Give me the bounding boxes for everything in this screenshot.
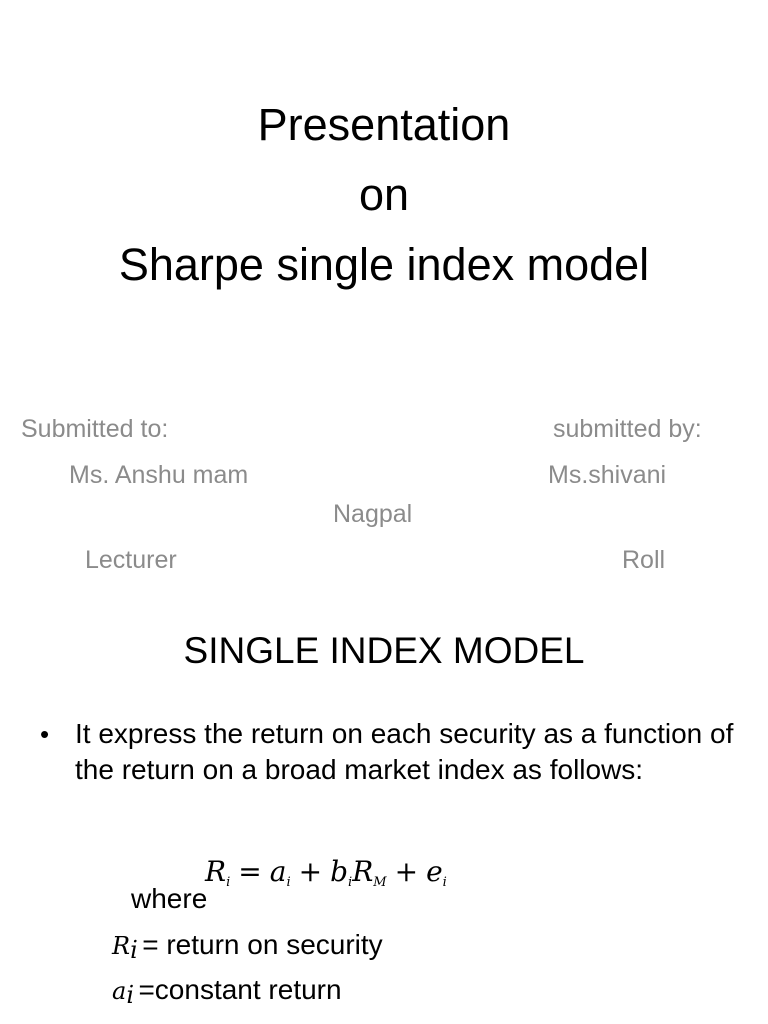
section-heading: SINGLE INDEX MODEL (183, 630, 585, 671)
submitted-by-name-last: Nagpal (333, 500, 413, 528)
bullet-marker: • (40, 719, 50, 749)
formula-equals: = (238, 855, 262, 888)
title-line-2: on (358, 169, 410, 220)
definition-symbol: a (112, 977, 127, 1005)
formula-term-e: e (426, 855, 443, 888)
where-label: where (131, 883, 208, 914)
formula-term-b: b (330, 855, 349, 888)
definition-row (112, 973, 342, 1012)
formula-term-rm: R (352, 855, 374, 888)
formula-term-rm-sub: M (373, 875, 387, 890)
formula-plus-1: + (298, 855, 323, 888)
submitted-by-name-first: Ms.shivani (548, 461, 667, 489)
submitted-to-label: Submitted to: (21, 415, 169, 443)
formula-term-a: a (269, 855, 287, 888)
formula-term-a-sub: i (286, 875, 291, 890)
title-line-3: Sharpe single index model (118, 239, 650, 290)
bullet-text: It express the return on each security as a function of the return on a broad market index as follows: (75, 718, 734, 785)
formula-term-e-sub: i (442, 875, 447, 890)
title-line-1: Presentation (257, 99, 511, 150)
definition-text: =constant return (138, 974, 342, 1005)
formula-lhs-sub: i (226, 875, 231, 890)
index-model-formula (205, 852, 447, 903)
definition-text: = return on security (142, 929, 383, 960)
definition-row (112, 928, 383, 967)
definition-symbol: R (112, 932, 131, 960)
formula-lhs: R (205, 855, 227, 888)
definition-symbol-sub: i (130, 936, 138, 965)
submitted-by-label: submitted by: (553, 415, 702, 443)
submitted-by-role: Roll (622, 546, 666, 574)
definition-symbol-sub: i (126, 981, 134, 1010)
formula-plus-2: + (394, 855, 419, 888)
submitted-to-name: Ms. Anshu mam (69, 461, 249, 489)
formula-term-b-sub: i (348, 875, 353, 890)
submitted-to-role: Lecturer (85, 546, 177, 574)
